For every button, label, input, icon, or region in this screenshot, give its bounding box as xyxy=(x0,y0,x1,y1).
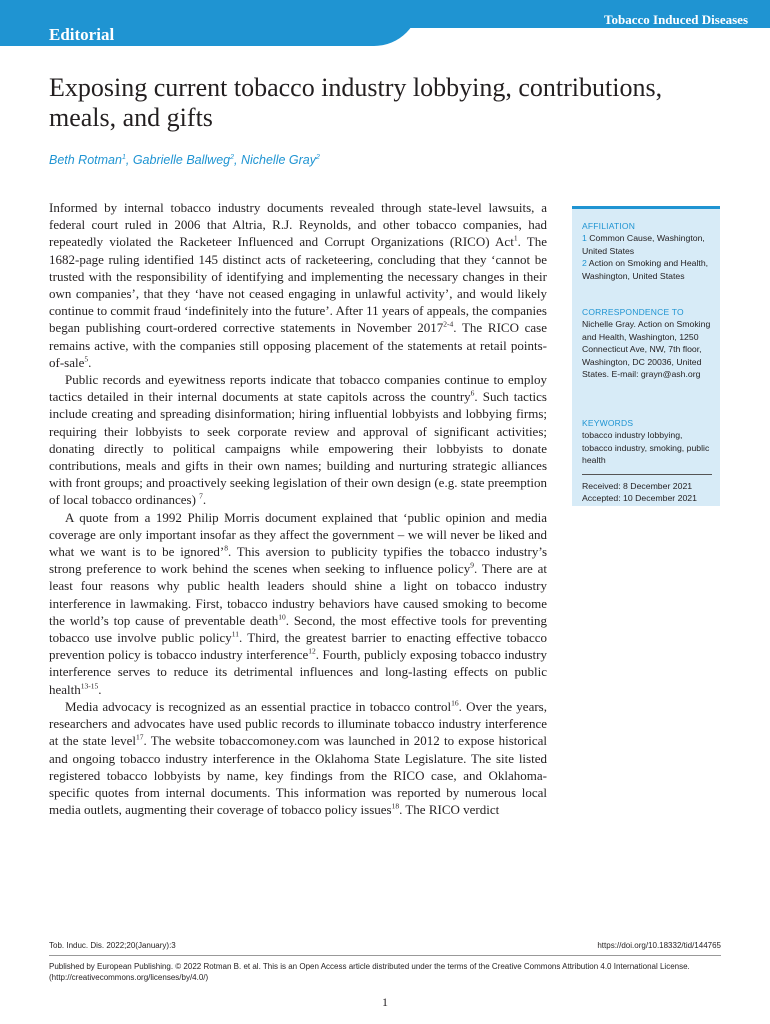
citation-marker[interactable]: 18 xyxy=(391,801,400,811)
correspondence-text: Nichelle Gray. Action on Smoking and Health, Washington, 1250 Connecticut Ave, NW, 7th floor, Washington, DC 20036, United States. E-mail: grayn@ash.org xyxy=(582,319,711,380)
affiliation-text: Action on Smoking and Health, Washington, United States xyxy=(582,258,709,281)
citation-marker[interactable]: 16 xyxy=(451,698,459,708)
dates-block xyxy=(582,480,712,505)
citation-marker[interactable]: 8 xyxy=(224,543,228,553)
body-paragraph xyxy=(49,199,547,371)
author-list: Beth Rotman$^1$, Gabrielle Ballweg$^2$, Nichelle Gray$^2$ xyxy=(49,153,320,167)
journal-name: Tobacco Induced Diseases xyxy=(604,12,748,27)
body-text-run: Public records and eyewitness reports indicate that tobacco companies continue to employ tactics detailed in their internal documents at state capitols across the country xyxy=(49,372,547,405)
article-info xyxy=(572,206,718,506)
body-text-run: . Over the years, researchers and advocates have used public records to illuminate tobacco industry interference at the state level xyxy=(49,698,547,749)
received-date: Received: 8 December 2021 xyxy=(582,481,693,491)
body-paragraph xyxy=(49,371,547,509)
body-text-run: . The RICO case remains active, with the companies still opposing placement of the statements at retail points-of-sale xyxy=(49,320,548,370)
body-text-run: A quote from a 1992 Philip Morris document explained that ‘public opinion and media coverage are only important insofar as they affect the government – we will never be liked and what we want is to be ignored’ xyxy=(49,509,547,560)
body-paragraph xyxy=(49,509,547,698)
affiliation-heading: AFFILIATION xyxy=(582,221,636,231)
citation: Tob. Induc. Dis. 2022;20(January):3 xyxy=(49,941,176,950)
divider xyxy=(582,474,712,475)
citation-marker[interactable]: 6 xyxy=(470,388,475,398)
citation-marker[interactable]: 1 xyxy=(513,234,518,244)
article-body xyxy=(49,199,547,818)
citation-marker[interactable]: 5 xyxy=(84,354,89,364)
accepted-date: Accepted: 10 December 2021 xyxy=(582,493,697,504)
keywords-block xyxy=(582,417,712,467)
correspondence-block xyxy=(582,306,712,380)
body-text-run: . The 1682-page ruling identified 145 distinct acts of racketeering, concluding that they ‘cannot be trusted with the responsibility of identifying and implementing the necessary changes in their own companies’, that they ‘have not ceased engaging in unlawful activity’, and would likely continue to commit fraud ‘indefinitely into the future’. After 11 years of appeals, the companies began publishing court-ordered corrective statements in November 2017 xyxy=(49,234,547,336)
correspondence-heading: CORRESPONDENCE TO xyxy=(582,307,684,317)
citation-marker[interactable]: 7 xyxy=(199,492,203,502)
affiliation-block xyxy=(582,220,712,282)
keywords-heading: KEYWORDS xyxy=(582,418,634,428)
body-text-run: Media advocacy is recognized as an essential practice in tobacco control xyxy=(65,698,452,714)
license-statement: Published by European Publishing. © 2022 Rotman B. et al. This is an Open Access article distributed under the terms of the Creative Commons Attribution 4.0 International License. (http://creativecommons.org/licenses/by/4.0/) xyxy=(49,962,690,982)
section-label: Editorial xyxy=(49,25,115,44)
body-text-run: . There are at least four reasons why public health leaders should shine a light on tobacco industry interference in lawmaking. First, tobacco industry behaviors have caused smoking to become the world’s top cause of preventable death xyxy=(49,561,548,628)
page-number: 1 xyxy=(382,995,388,1009)
citation-marker[interactable]: 10 xyxy=(278,612,286,622)
citation-marker[interactable]: 9 xyxy=(470,560,474,570)
body-text-run: . Fourth, publicly exposing tobacco industry interference serves to reduce its detrimental influences and long-lasting effects on public health xyxy=(49,647,547,697)
doi-link[interactable]: https://doi.org/10.18332/tid/144765 xyxy=(597,941,721,950)
body-text-run: . The RICO verdict xyxy=(399,802,500,818)
affiliation-text: Common Cause, Washington, United States xyxy=(582,233,705,256)
citation-marker[interactable]: 12 xyxy=(308,646,316,656)
citation-marker[interactable]: 13-15 xyxy=(80,681,99,691)
author-name: Gabrielle Ballweg xyxy=(132,153,231,167)
citation-marker[interactable]: 17 xyxy=(136,732,144,742)
article-title: Exposing current tobacco industry lobbying, contributions, meals, and gifts xyxy=(49,73,663,132)
body-text-run: . xyxy=(88,354,92,370)
affiliation-2 xyxy=(582,257,712,282)
author-affiliation-marker: 1 xyxy=(121,153,126,161)
author-affiliation-marker: 2 xyxy=(230,153,235,161)
body-text-run: . Such tactics include creating and spreading disinformation; hiring influential lobbyists and lobbying firms; requiring their lobbyists to seek corporate review and approval of significant activities; donating directly to political campaigns while empowering their lobbyists to donate contributions, meals and gifts in their own names; building and nurturing strategic alliances with front groups; and proactively seeking legislation of their own design (e.g. state preemption of local tobacco ordinances) xyxy=(49,389,547,508)
keywords-text: tobacco industry lobbying, tobacco industry, smoking, public health xyxy=(582,430,710,466)
body-text-run: . The website tobaccomoney.com was launched in 2012 to expose historical and ongoing tobacco industry interference in the Oklahoma State Legislature. The site listed registered tobacco lobbyists by name, key findings from the RICO case, and Oklahoma-specific quotes from internal documents. This information was reported by numerous local media outlets, augmenting their coverage of tobacco policy issues xyxy=(49,733,547,818)
citation-marker[interactable]: 11 xyxy=(231,629,240,639)
body-text-run: Informed by internal tobacco industry documents revealed through state-level lawsuits, a federal court ruled in 2006 that Altria, R.J. Reynolds, and other tobacco companies, had repeatedly violated the Racketeer Influenced and Corrupt Organizations (RICO) Act xyxy=(49,200,547,250)
body-paragraph xyxy=(49,698,547,818)
author-name: Nichelle Gray xyxy=(240,153,316,167)
body-text-run: . xyxy=(98,681,102,697)
author-affiliation-marker: 2 xyxy=(316,153,320,161)
body-text-run: . This aversion to publicity typifies the tobacco industry’s strong preference to work behind the scenes when seeking to influence policy xyxy=(49,544,548,577)
affiliation-number: 1 xyxy=(582,233,587,244)
body-text-run: . Third, the greatest barrier to enacting effective tobacco prevention policy is tobacco industry interference xyxy=(49,630,547,663)
affiliation-1 xyxy=(582,232,712,257)
citation-marker[interactable]: 2-4 xyxy=(443,320,454,330)
divider xyxy=(49,955,721,956)
author-name: Beth Rotman xyxy=(49,153,122,167)
affiliation-number: 2 xyxy=(582,258,587,269)
body-text-run: . xyxy=(202,492,207,508)
body-text-run: . Second, the most effective tools for preventing tobacco use involve public policy xyxy=(49,612,547,646)
